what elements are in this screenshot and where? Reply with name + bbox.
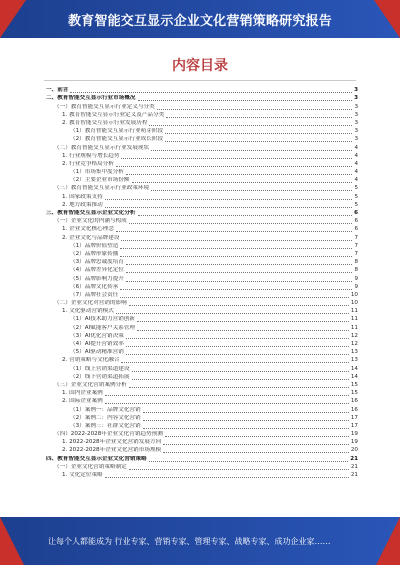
toc-leader-dots <box>116 231 353 232</box>
toc-leader-dots <box>105 199 353 200</box>
toc-entry-page: 3 <box>354 87 358 94</box>
toc-entry[interactable] <box>46 323 358 331</box>
toc-leader-dots <box>120 289 352 290</box>
toc-entry[interactable] <box>46 127 358 135</box>
toc-entry[interactable] <box>46 463 358 471</box>
toc-leader-dots <box>116 313 349 314</box>
toc-entry-text: 三、教育智能交互显示企业文化分析 <box>46 210 136 216</box>
toc-leader-dots <box>165 133 352 134</box>
toc-entry[interactable] <box>46 307 358 315</box>
toc-leader-dots <box>116 166 353 167</box>
toc-entry[interactable] <box>46 364 358 372</box>
toc-entry-page: 9 <box>354 275 358 282</box>
toc-entry[interactable] <box>46 274 358 282</box>
toc-entry[interactable] <box>46 348 358 356</box>
toc-entry-text: 二、教育智能交互显示行业市场概况 <box>46 95 136 102</box>
toc-entry-page: 3 <box>354 128 358 135</box>
toc-entry-text: （2）主要企业市场份额 <box>70 177 130 184</box>
toc-entry-text: （一）企业文化的内涵与构成 <box>54 218 127 225</box>
toc-entry-page: 11 <box>350 316 358 323</box>
toc-entry[interactable] <box>46 143 358 151</box>
toc-entry-page: 4 <box>354 144 358 151</box>
toc-entry[interactable] <box>46 217 358 225</box>
toc-leader-dots <box>151 150 352 151</box>
toc-entry-page: 16 <box>350 398 358 405</box>
toc-entry-text: 一、前言 <box>46 87 69 94</box>
toc-entry-text: （3）案例三：社群文化营销 <box>70 422 141 429</box>
toc-entry-text: （三）教育智能交互显示行业政策环境 <box>54 185 150 192</box>
toc-entry-text: （二）教育智能交互显示行业发展现状 <box>54 144 150 151</box>
toc-entry-text: （1）市场集中度分析 <box>70 169 124 176</box>
toc-entry-page: 17 <box>350 422 358 429</box>
toc-entry-text: 2. 企业文化与品牌建设 <box>62 234 120 241</box>
toc-entry[interactable] <box>46 356 358 364</box>
toc-entry-text: （一）教育智能交互显示行业定义与分类 <box>54 103 155 110</box>
toc-entry[interactable] <box>46 266 358 274</box>
toc-leader-dots <box>149 461 349 462</box>
toc-leader-dots <box>126 174 353 175</box>
toc-entry-text: （7）品牌社会责任 <box>70 291 119 298</box>
toc-leader-dots <box>132 371 349 372</box>
toc-entry-page: 8 <box>354 267 358 274</box>
toc-entry-page: 21 <box>350 455 358 462</box>
toc-entry-text: （四）2022-2028年企业文化营销趋势预测 <box>54 431 163 438</box>
toc-entry[interactable] <box>46 422 358 430</box>
toc-entry[interactable] <box>46 299 358 307</box>
toc-leader-dots <box>129 305 349 306</box>
toc-entry-text: （1）教育智能交互显示行业萌芽阶段 <box>70 128 164 135</box>
toc-entry-text: 1. 2022-2028年企业文化营销发展方向 <box>62 439 162 446</box>
toc-leader-dots <box>137 321 349 322</box>
toc-leader-dots <box>165 141 352 142</box>
toc-entry-text: （2）AI赋能客户关系管理 <box>70 324 135 331</box>
toc-entry[interactable] <box>46 381 358 389</box>
toc-entry[interactable] <box>46 225 358 233</box>
toc-entry-text: （三）企业文化营销案例分析 <box>54 381 127 388</box>
toc-leader-dots <box>129 469 349 470</box>
toc-leader-dots <box>126 338 349 339</box>
toc-entry[interactable] <box>46 184 358 192</box>
toc-entry[interactable] <box>46 430 358 438</box>
toc-entry[interactable] <box>46 414 358 422</box>
toc-entry[interactable] <box>46 471 358 478</box>
toc-entry-text: （2）教育智能交互显示行业成长阶段 <box>70 136 164 143</box>
toc-entry-page: 8 <box>354 259 358 266</box>
report-header <box>0 0 400 38</box>
toc-entry-text: 1. 国家政策支持 <box>62 193 103 200</box>
toc-entry-page: 10 <box>350 300 358 307</box>
toc-entry-page: 3 <box>354 119 358 126</box>
toc-entry-page: 13 <box>350 357 358 364</box>
toc-entry-page: 19 <box>350 431 358 438</box>
toc-entry-page: 7 <box>354 242 358 249</box>
toc-entry[interactable] <box>46 135 358 143</box>
toc-entry-page: 20 <box>350 447 358 454</box>
toc-entry[interactable] <box>46 258 358 266</box>
toc-leader-dots <box>105 207 353 208</box>
toc-entry[interactable] <box>46 102 358 110</box>
toc-entry-text: （3）AI优化营销决策 <box>70 332 124 339</box>
toc-entry[interactable] <box>46 283 358 291</box>
toc-entry-page: 11 <box>350 308 358 315</box>
toc-leader-dots <box>105 403 349 404</box>
toc-entry-page: 4 <box>354 160 358 167</box>
toc-entry-page: 13 <box>350 349 358 356</box>
toc-entry-page: 10 <box>350 291 358 298</box>
toc-leader-dots <box>126 346 349 347</box>
toc-leader-dots <box>126 272 353 273</box>
toc-entry[interactable] <box>46 438 358 446</box>
toc-leader-dots <box>70 92 352 93</box>
toc-entry[interactable] <box>46 86 358 94</box>
toc-entry-text: （5）品牌影响力提升 <box>70 275 124 282</box>
table-of-contents <box>46 86 358 478</box>
toc-entry-page: 6 <box>354 218 358 225</box>
toc-entry[interactable] <box>46 340 358 348</box>
toc-entry-text: 四、教育智能交互显示企业文化营销策略 <box>46 455 147 462</box>
toc-entry-page: 21 <box>350 472 358 478</box>
report-title: 教育智能交互显示企业文化营销策略研究报告 <box>67 14 332 29</box>
toc-entry-text: （2）品牌形象传播 <box>70 250 119 257</box>
toc-entry-text: （二）企业文化对营销的影响 <box>54 300 127 307</box>
toc-leader-dots <box>151 190 352 191</box>
toc-entry-page: 5 <box>354 201 358 208</box>
toc-entry-page: 5 <box>354 185 358 192</box>
toc-entry[interactable] <box>46 446 358 454</box>
toc-leader-dots <box>121 240 352 241</box>
toc-leader-dots <box>132 182 353 183</box>
toc-leader-dots <box>105 395 349 396</box>
toc-entry-page: 7 <box>354 234 358 241</box>
toc-entry[interactable] <box>46 94 358 102</box>
toc-entry-page: 11 <box>350 324 358 331</box>
toc-entry-text: 2. 2022-2028年企业文化营销市场规模 <box>62 447 162 454</box>
toc-leader-dots <box>165 436 349 437</box>
toc-leader-dots <box>166 117 352 118</box>
toc-leader-dots <box>163 452 349 453</box>
toc-entry-text: （4）品牌差异化定位 <box>70 267 124 274</box>
toc-entry-text: （2）案例二：内容文化营销 <box>70 414 141 421</box>
toc-leader-dots <box>163 444 349 445</box>
toc-entry-text: （1）AI技术助力营销创新 <box>70 316 135 323</box>
toc-entry[interactable] <box>46 201 358 209</box>
toc-entry-page: 12 <box>350 332 358 339</box>
toc-entry-page: 3 <box>354 103 358 110</box>
toc-entry[interactable] <box>46 152 358 160</box>
toc-leader-dots <box>137 330 349 331</box>
toc-entry-page: 5 <box>354 193 358 200</box>
toc-entry-text: 1. 文化定位策略 <box>62 472 103 478</box>
toc-heading: 内容目录 <box>172 58 228 74</box>
toc-leader-dots <box>126 281 353 282</box>
toc-entry[interactable] <box>46 315 358 323</box>
toc-entry[interactable] <box>46 397 358 405</box>
toc-leader-dots <box>120 248 352 249</box>
toc-entry-page: 4 <box>354 169 358 176</box>
toc-leader-dots <box>120 256 352 257</box>
toc-entry-text: 1. 行业规模与增长趋势 <box>62 152 120 159</box>
toc-leader-dots <box>149 125 352 126</box>
toc-entry[interactable] <box>46 168 358 176</box>
toc-entry-page: 17 <box>350 414 358 421</box>
toc-leader-dots <box>138 100 353 101</box>
toc-entry-page: 3 <box>354 136 358 143</box>
toc-entry-page: 3 <box>354 95 358 102</box>
toc-entry-text: 2. 教育智能交互显示行业发展历程 <box>62 119 148 126</box>
toc-entry-page: 15 <box>350 390 358 397</box>
toc-leader-dots <box>129 387 349 388</box>
toc-entry-page: 14 <box>350 373 358 380</box>
report-footer <box>0 517 400 565</box>
toc-entry-page: 7 <box>354 250 358 257</box>
toc-leader-dots <box>126 354 349 355</box>
footer-slogan: 让每个人都能成为 行业专家、营销专家、管理专家、战略专家、成功企业家…… <box>48 537 331 546</box>
toc-leader-dots <box>143 428 349 429</box>
toc-entry-text: 1. 国内企业案例 <box>62 390 103 397</box>
toc-leader-dots <box>126 264 353 265</box>
toc-entry[interactable] <box>46 233 358 241</box>
toc-entry-page: 4 <box>354 152 358 159</box>
toc-entry-page: 6 <box>354 226 358 233</box>
toc-entry-text: （6）品牌文化传承 <box>70 283 119 290</box>
toc-leader-dots <box>138 215 353 216</box>
toc-leader-dots <box>120 297 349 298</box>
toc-leader-dots <box>105 477 349 478</box>
toc-heading-rule <box>44 80 356 81</box>
toc-entry[interactable] <box>46 373 358 381</box>
toc-entry[interactable] <box>46 332 358 340</box>
toc-entry-page: 3 <box>354 111 358 118</box>
toc-leader-dots <box>143 412 349 413</box>
toc-leader-dots <box>129 223 353 224</box>
toc-entry-page: 21 <box>350 463 358 470</box>
toc-leader-dots <box>132 379 349 380</box>
toc-entry-text: （1）品牌价值塑造 <box>70 242 119 249</box>
footer-corner-right <box>376 517 400 565</box>
toc-entry[interactable] <box>46 405 358 413</box>
toc-entry-text: （3）品牌忠诚度培育 <box>70 259 124 266</box>
toc-entry-text: 1. 文化驱动营销模式 <box>62 308 114 315</box>
toc-entry[interactable] <box>46 250 358 258</box>
toc-entry-text: （1）案例一：品牌文化营销 <box>70 406 141 413</box>
toc-entry-text: 1. 教育智能交互显示行业定义及产品分类 <box>62 111 165 118</box>
toc-entry-text: 2. 地方政策推动 <box>62 201 103 208</box>
toc-leader-dots <box>143 420 349 421</box>
toc-entry-page: 19 <box>350 439 358 446</box>
toc-entry-text: 2. 营销策略与文化融合 <box>62 357 120 364</box>
toc-entry-text: 2. 行业竞争格局分析 <box>62 160 114 167</box>
toc-entry[interactable] <box>46 176 358 184</box>
toc-entry-page: 14 <box>350 365 358 372</box>
toc-entry[interactable] <box>46 291 358 299</box>
toc-entry-text: （一）企业文化营销策略制定 <box>54 463 127 470</box>
toc-entry-text: （1）线上营销渠道建设 <box>70 365 130 372</box>
toc-entry-page: 9 <box>354 283 358 290</box>
toc-entry-text: 2. 国际企业案例 <box>62 398 103 405</box>
toc-entry-page: 16 <box>350 406 358 413</box>
toc-entry[interactable] <box>46 242 358 250</box>
toc-entry-page: 6 <box>354 210 358 216</box>
toc-entry[interactable] <box>46 454 358 462</box>
toc-entry[interactable] <box>46 160 358 168</box>
toc-leader-dots <box>157 109 353 110</box>
footer-corner-left <box>0 517 24 565</box>
toc-entry-text: （2）线下营销渠道拓展 <box>70 373 130 380</box>
toc-entry-page: 15 <box>350 381 358 388</box>
toc-entry[interactable] <box>46 389 358 397</box>
toc-entry-text: （4）AI提升营销效率 <box>70 341 124 347</box>
toc-entry[interactable] <box>46 119 358 127</box>
toc-entry-text: （5）AI驱动精准营销 <box>70 349 124 356</box>
header-corner-right <box>374 0 400 38</box>
toc-entry[interactable] <box>46 192 358 200</box>
toc-entry-text: 1. 企业文化核心理念 <box>62 226 114 233</box>
toc-entry-page: 12 <box>350 341 358 347</box>
toc-leader-dots <box>121 158 352 159</box>
toc-entry-page: 4 <box>354 177 358 184</box>
toc-entry[interactable] <box>46 111 358 119</box>
toc-leader-dots <box>121 362 348 363</box>
toc-entry[interactable] <box>46 209 358 217</box>
